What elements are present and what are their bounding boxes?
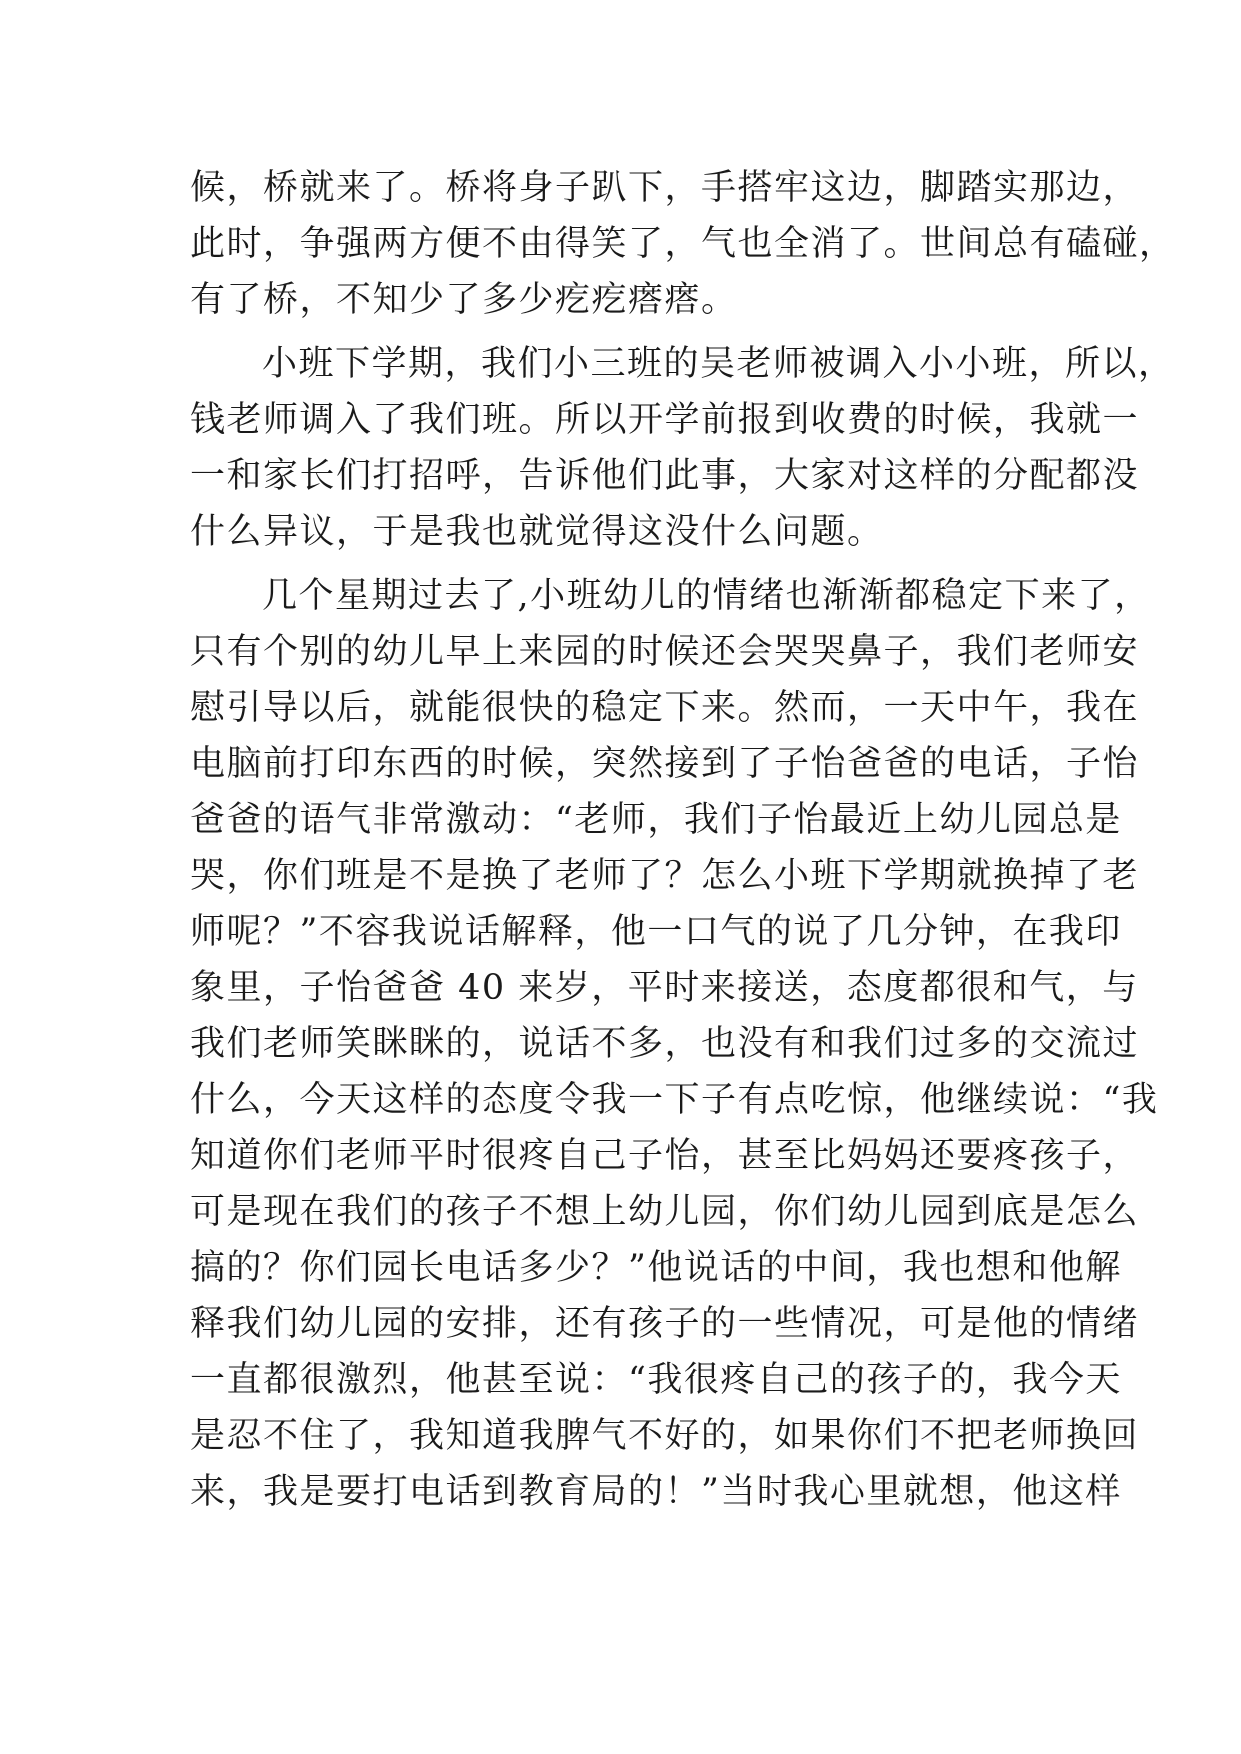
text-line: 爸爸的语气非常激动：“老师，我们子怡最近上幼儿园总是 bbox=[190, 800, 1122, 840]
paragraph-2 bbox=[190, 336, 1175, 560]
text-line: 释我们幼儿园的安排，还有孩子的一些情况，可是他的情绪 bbox=[190, 1304, 1140, 1344]
text-line: 搞的？你们园长电话多少？”他说话的中间，我也想和他解 bbox=[190, 1248, 1122, 1288]
text-line: 知道你们老师平时很疼自己子怡，甚至比妈妈还要疼孩子， bbox=[190, 1136, 1140, 1176]
paragraph-3 bbox=[190, 568, 1159, 1520]
text-line: 我们老师笑眯眯的，说话不多，也没有和我们过多的交流过 bbox=[190, 1024, 1140, 1064]
text-line: 钱老师调入了我们班。所以开学前报到收费的时候，我就一 bbox=[190, 400, 1140, 440]
text-line: 是忍不住了，我知道我脾气不好的，如果你们不把老师换回 bbox=[190, 1416, 1140, 1456]
text-line: 几个星期过去了,小班幼儿的情绪也渐渐都稳定下来了， bbox=[262, 576, 1151, 616]
text-line: 可是现在我们的孩子不想上幼儿园，你们幼儿园到底是怎么 bbox=[190, 1192, 1140, 1232]
text-line: 慰引导以后，就能很快的稳定下来。然而，一天中午，我在 bbox=[190, 688, 1140, 728]
text-line: 小班下学期，我们小三班的吴老师被调入小小班，所以， bbox=[262, 344, 1175, 384]
text-line: 电脑前打印东西的时候，突然接到了子怡爸爸的电话，子怡 bbox=[190, 744, 1140, 784]
text-line: 什么，今天这样的态度令我一下子有点吃惊，他继续说：“我 bbox=[190, 1080, 1159, 1120]
text-line: 来，我是要打电话到教育局的！”当时我心里就想，他这样 bbox=[190, 1472, 1122, 1512]
paragraph-1 bbox=[190, 160, 1176, 328]
text-line: 一和家长们打招呼，告诉他们此事，大家对这样的分配都没 bbox=[190, 456, 1140, 496]
text-line: 哭，你们班是不是换了老师了？怎么小班下学期就换掉了老 bbox=[190, 856, 1140, 896]
text-line: 象里，子怡爸爸 40 来岁，平时来接送，态度都很和气，与 bbox=[190, 968, 1139, 1008]
text-line: 一直都很激烈，他甚至说：“我很疼自己的孩子的，我今天 bbox=[190, 1360, 1122, 1400]
text-line: 有了桥，不知少了多少疙疙瘩瘩。 bbox=[190, 280, 738, 320]
text-line: 候，桥就来了。桥将身子趴下，手搭牢这边，脚踏实那边， bbox=[190, 168, 1140, 208]
text-line: 师呢？”不容我说话解释，他一口气的说了几分钟，在我印 bbox=[190, 912, 1122, 952]
text-line: 什么异议，于是我也就觉得这没什么问题。 bbox=[190, 512, 884, 552]
text-line: 只有个别的幼儿早上来园的时候还会哭哭鼻子，我们老师安 bbox=[190, 632, 1140, 672]
text-line: 此时，争强两方便不由得笑了，气也全消了。世间总有磕碰， bbox=[190, 224, 1176, 264]
document-body bbox=[190, 160, 1176, 1528]
